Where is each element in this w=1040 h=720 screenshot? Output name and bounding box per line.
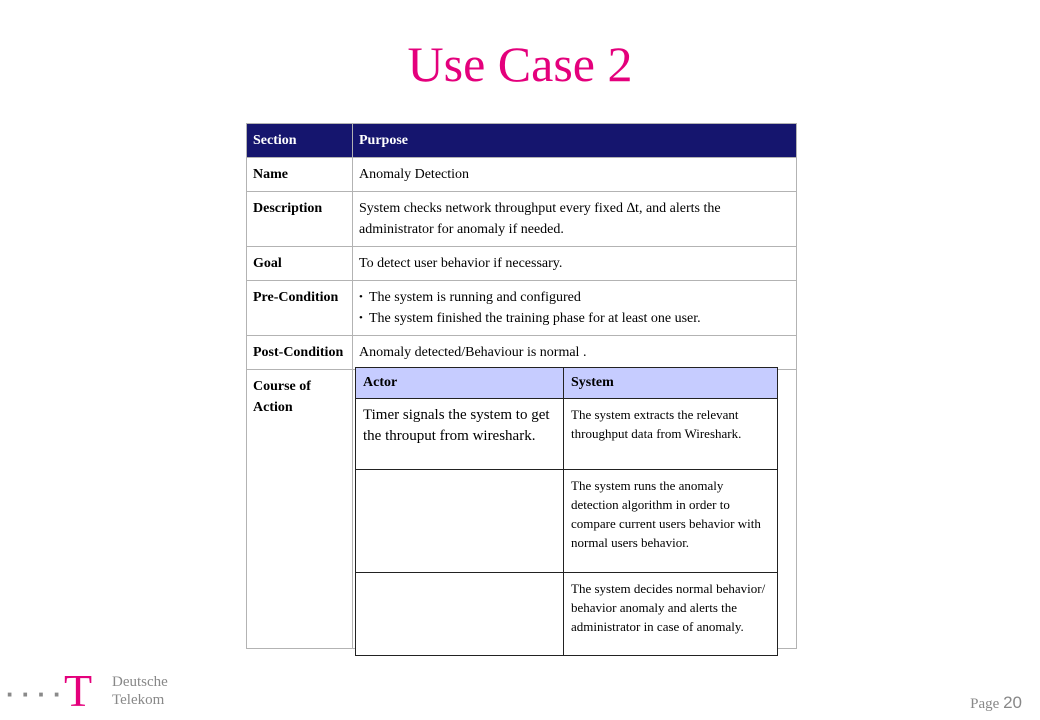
list-item: • The system is running and configured bbox=[359, 287, 788, 308]
row-value-description: System checks network throughput every fixed ∆t, and alerts the administrator for anomaly if needed. bbox=[353, 192, 797, 247]
actor-cell bbox=[356, 470, 564, 573]
row-label-precondition: Pre-Condition bbox=[247, 281, 353, 336]
course-header-row bbox=[356, 368, 778, 399]
table-row bbox=[247, 281, 797, 336]
actor-cell bbox=[356, 573, 564, 656]
table-row bbox=[247, 192, 797, 247]
row-label-goal: Goal bbox=[247, 247, 353, 281]
list-item: • The system finished the training phase for at least one user. bbox=[359, 308, 788, 329]
header-purpose: Purpose bbox=[353, 124, 797, 158]
table-row bbox=[247, 336, 797, 370]
row-label-description: Description bbox=[247, 192, 353, 247]
table-row bbox=[356, 573, 778, 656]
table-row bbox=[356, 399, 778, 470]
row-label-postcondition: Post-Condition bbox=[247, 336, 353, 370]
system-cell: The system extracts the relevant throughput data from Wireshark. bbox=[564, 399, 778, 470]
course-of-action-table bbox=[355, 367, 778, 656]
row-label-course: Course of Action bbox=[247, 370, 353, 649]
header-system: System bbox=[564, 368, 778, 399]
row-value-precondition bbox=[353, 281, 797, 336]
page-number-value: 20 bbox=[1003, 693, 1022, 712]
logo-text-deutsche: Deutsche bbox=[112, 674, 168, 690]
page-label: Page bbox=[970, 696, 1000, 712]
row-value-postcondition: Anomaly detected/Behaviour is normal . bbox=[353, 336, 797, 370]
page-number bbox=[970, 693, 1022, 713]
row-value-name: Anomaly Detection bbox=[353, 158, 797, 192]
logo-dots: ···· bbox=[6, 679, 69, 709]
logo-t-mark: T bbox=[64, 665, 93, 716]
row-label-name: Name bbox=[247, 158, 353, 192]
actor-cell: Timer signals the system to get the throuput from wireshark. bbox=[356, 399, 564, 470]
header-actor: Actor bbox=[356, 368, 564, 399]
precondition-list bbox=[359, 287, 788, 329]
system-cell: The system runs the anomaly detection algorithm in order to compare current users behavior with normal users behavior. bbox=[564, 470, 778, 573]
row-value-goal: To detect user behavior if necessary. bbox=[353, 247, 797, 281]
table-row bbox=[356, 470, 778, 573]
slide-title: Use Case 2 bbox=[407, 36, 633, 92]
table-row bbox=[247, 158, 797, 192]
header-section: Section bbox=[247, 124, 353, 158]
system-cell: The system decides normal behavior/ behavior anomaly and alerts the administrator in case of anomaly. bbox=[564, 573, 778, 656]
table-row bbox=[247, 247, 797, 281]
logo-text-telekom: Telekom bbox=[112, 692, 165, 708]
table-header-row bbox=[247, 124, 797, 158]
deutsche-telekom-logo bbox=[0, 666, 200, 720]
